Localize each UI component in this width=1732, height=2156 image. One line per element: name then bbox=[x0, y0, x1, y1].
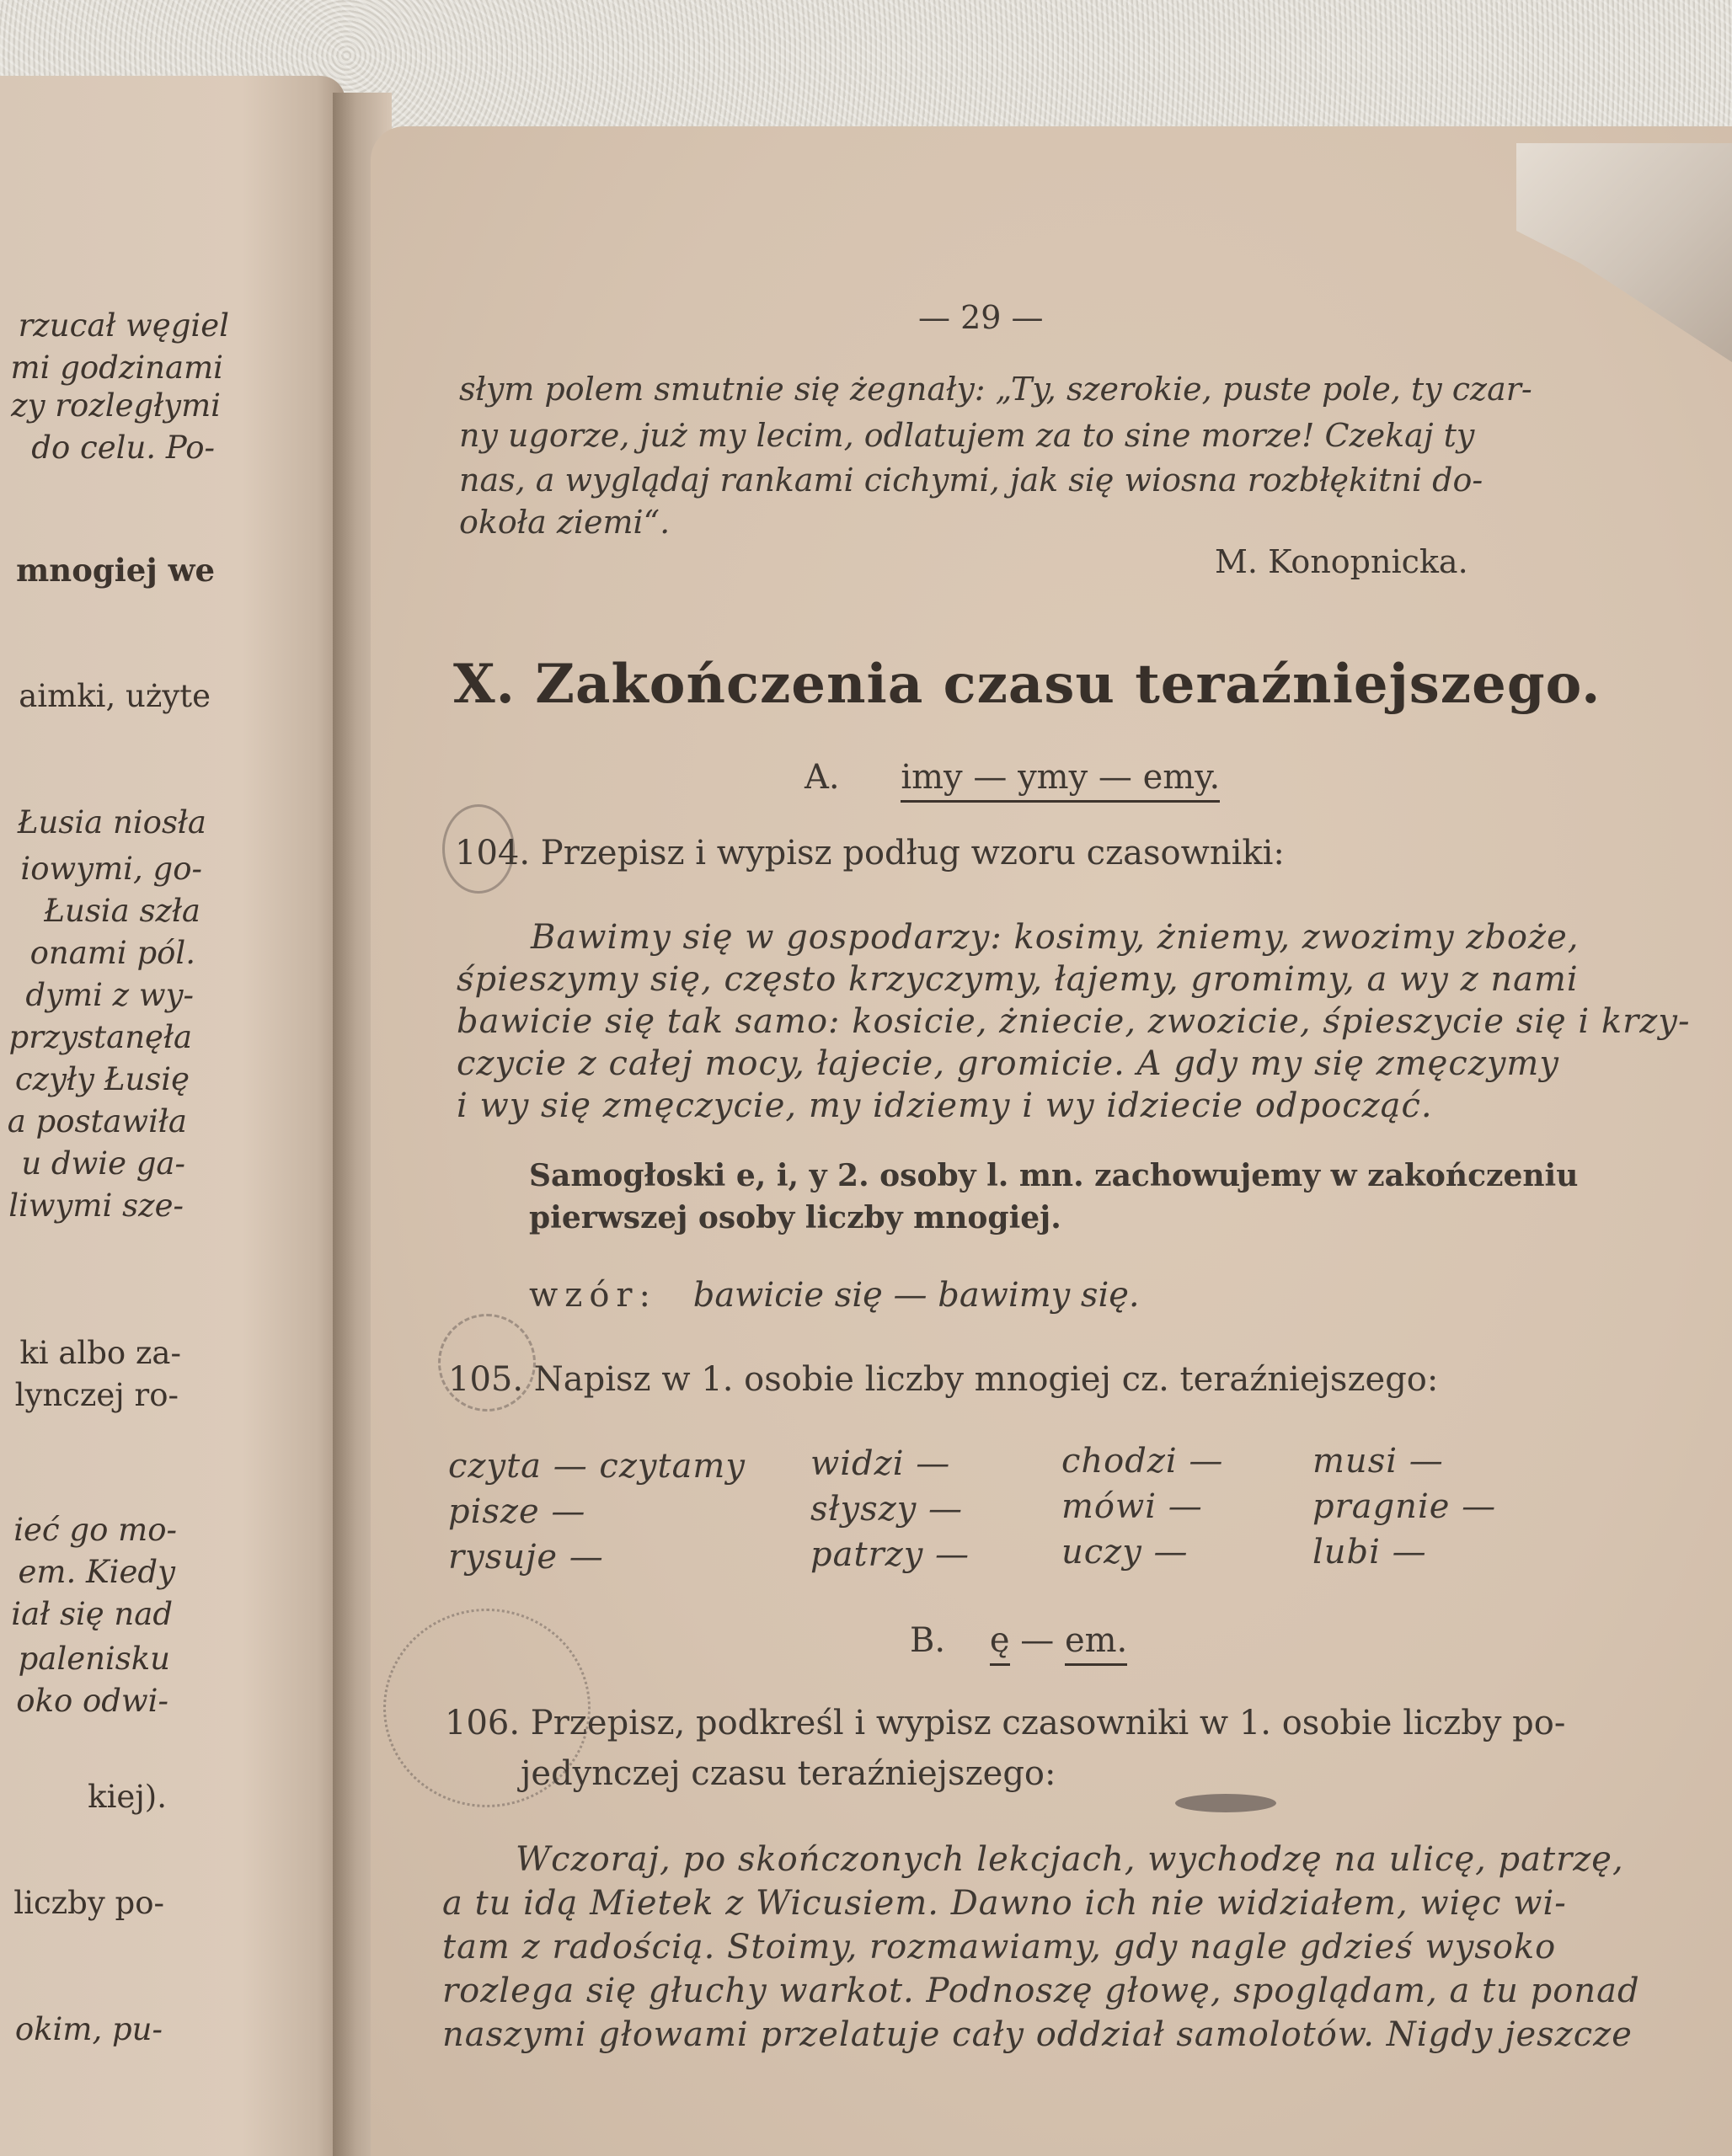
verb-col2-row3: patrzy — bbox=[810, 1535, 970, 1574]
exercise-106-line-3: tam z radością. Stoimy, rozmawiamy, gdy nagle gdzieś wysoko bbox=[442, 1928, 1557, 1967]
left-page-line: do celu. Po- bbox=[31, 430, 215, 466]
left-page-line: lynczej ro- bbox=[14, 1377, 179, 1413]
left-page-line: iał się nad bbox=[11, 1596, 173, 1632]
verb-col4-row1: musi — bbox=[1312, 1442, 1444, 1481]
pattern-label: wzór: bbox=[529, 1276, 657, 1315]
left-page-line: zy rozległymi bbox=[11, 387, 221, 424]
left-page-line: liwymi sze- bbox=[8, 1187, 184, 1224]
exercise-104-line-1: Bawimy się w gospodarzy: kosimy, żniemy, zwozimy zboże, bbox=[531, 918, 1580, 957]
chapter-title: X. Zakończenia czasu teraźniejszego. bbox=[453, 653, 1601, 716]
exercise-104-heading bbox=[455, 834, 1285, 873]
section-b-letter: B. bbox=[910, 1621, 946, 1660]
exercise-106-line-4: rozlega się głuchy warkot. Podnoszę głowę, spoglądam, a tu ponad bbox=[442, 1972, 1640, 2010]
poem-line-4: okoła ziemi“. bbox=[459, 504, 671, 541]
poem-line-3: nas, a wyglądaj rankami cichymi, jak się wiosna rozbłękitni do- bbox=[459, 462, 1483, 499]
exercise-105-instruction: Napisz w 1. osobie liczby mnogiej cz. teraźniejszego: bbox=[533, 1360, 1439, 1399]
left-page-line: Łusia niosła bbox=[17, 804, 206, 841]
left-page-line: onami pól. bbox=[29, 935, 195, 971]
left-page-line: palenisku bbox=[18, 1641, 170, 1677]
section-a-letter: A. bbox=[805, 758, 840, 797]
verb-col3-row3: uczy — bbox=[1061, 1533, 1189, 1572]
left-page bbox=[0, 76, 345, 2156]
exercise-105-number: 105. bbox=[448, 1360, 524, 1399]
verb-col3-row2: mówi — bbox=[1061, 1487, 1203, 1526]
section-b-em: em. bbox=[1065, 1621, 1127, 1666]
exercise-104-line-5: i wy się zmęczycie, my idziemy i wy idziecie odpocząć. bbox=[457, 1086, 1433, 1125]
verb-col4-row3: lubi — bbox=[1312, 1533, 1427, 1572]
exercise-106-number: 106. bbox=[445, 1704, 521, 1742]
exercise-106-instruction-2: jedynczej czasu teraźniejszego: bbox=[521, 1754, 1056, 1793]
exercise-106-line-2: a tu idą Mietek z Wicusiem. Dawno ich nie widziałem, więc wi- bbox=[442, 1884, 1567, 1923]
exercise-104-instruction: Przepisz i wypisz podług wzoru czasowniki: bbox=[540, 834, 1285, 873]
left-page-line: mi godzinami bbox=[10, 350, 223, 386]
section-b-heading bbox=[910, 1621, 1127, 1660]
verb-col2-row2: słyszy — bbox=[810, 1490, 964, 1529]
section-a-heading bbox=[805, 758, 1220, 797]
left-page-line: iowymi, go- bbox=[20, 851, 202, 887]
verb-col3-row1: chodzi — bbox=[1061, 1442, 1224, 1481]
left-page-line: ki albo za- bbox=[19, 1335, 181, 1371]
verb-col2-row1: widzi — bbox=[810, 1444, 951, 1483]
page-number: — 29 — bbox=[918, 299, 1044, 336]
exercise-106-instruction-1: Przepisz, podkreśl i wypisz czasowniki w 1. osobie liczby po- bbox=[530, 1704, 1566, 1742]
rule-line-2: pierwszej osoby liczby mnogiej. bbox=[529, 1200, 1061, 1235]
left-page-line: em. Kiedy bbox=[18, 1554, 175, 1590]
exercise-104-line-4: czycie z całej mocy, łajecie, gromicie. A gdy my się zmęczymy bbox=[457, 1044, 1559, 1083]
verb-col1-row3: rysuje — bbox=[448, 1538, 604, 1577]
left-page-line: rzucał węgiel bbox=[18, 307, 229, 344]
left-page-line: Łusia szła bbox=[44, 893, 200, 929]
left-page-line: kiej). bbox=[88, 1779, 167, 1815]
exercise-104-number: 104. bbox=[455, 834, 531, 873]
exercise-106-line-1: Wczoraj, po skończonych lekcjach, wychodzę na ulicę, patrzę, bbox=[516, 1840, 1624, 1879]
verb-col1-row1: czyta — czytamy bbox=[448, 1447, 746, 1486]
section-b-e: ę bbox=[990, 1621, 1010, 1666]
left-page-line: przystanęła bbox=[8, 1019, 192, 1055]
section-b-dash: — bbox=[1020, 1621, 1055, 1660]
verb-col1-row2: pisze — bbox=[448, 1492, 586, 1531]
exercise-105-heading bbox=[448, 1360, 1438, 1399]
exercise-106-line-5: naszymi głowami przelatuje cały oddział samolotów. Nigdy jeszcze bbox=[442, 2015, 1633, 2054]
rule-line-1: Samogłoski e, i, y 2. osoby l. mn. zachowujemy w zakończeniu bbox=[529, 1158, 1579, 1193]
left-page-line: mnogiej we bbox=[16, 552, 215, 589]
poem-author: M. Konopnicka. bbox=[1215, 543, 1468, 580]
left-page-line: oko odwi- bbox=[16, 1683, 168, 1719]
verb-col4-row2: pragnie — bbox=[1312, 1487, 1497, 1526]
left-page-line: liczby po- bbox=[13, 1885, 164, 1921]
exercise-104-line-3: bawicie się tak samo: kosicie, żniecie, zwozicie, śpieszycie się i krzy- bbox=[457, 1002, 1691, 1041]
exercise-106-heading bbox=[445, 1704, 1565, 1742]
pattern-text: bawicie się — bawimy się. bbox=[692, 1276, 1140, 1315]
left-page-line: ieć go mo- bbox=[13, 1512, 177, 1548]
exercise-104-line-2: śpieszymy się, często krzyczymy, łajemy, gromimy, a wy z nami bbox=[457, 960, 1579, 999]
left-page-line: dymi z wy- bbox=[25, 977, 194, 1013]
left-page-line: aimki, użyte bbox=[19, 678, 211, 714]
left-page-line: a postawiła bbox=[7, 1103, 187, 1139]
left-page-line: okim, pu- bbox=[14, 2011, 163, 2047]
left-page-line: czyły Łusię bbox=[14, 1061, 190, 1097]
pattern-row bbox=[529, 1276, 1140, 1315]
poem-line-2: ny ugorze, już my lecim, odlatujem za to sine morze! Czekaj ty bbox=[459, 417, 1475, 454]
pencil-ink-smudge bbox=[1175, 1794, 1276, 1812]
section-a-endings: imy — ymy — emy. bbox=[901, 758, 1220, 803]
poem-line-1: słym polem smutnie się żegnały: „Ty, szerokie, puste pole, ty czar- bbox=[459, 371, 1532, 408]
left-page-line: u dwie ga- bbox=[21, 1145, 185, 1182]
